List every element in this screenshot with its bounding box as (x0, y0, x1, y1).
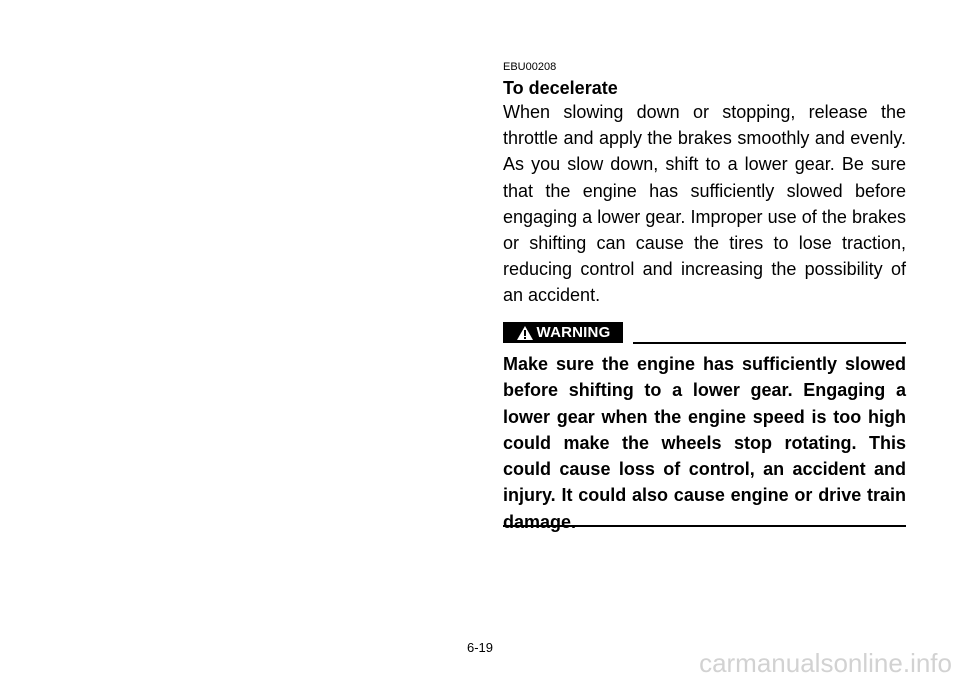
warning-bottom-rule (503, 525, 906, 527)
section-code: EBU00208 (503, 61, 557, 73)
watermark: carmanualsonline.info (699, 648, 952, 678)
warning-header (503, 322, 906, 346)
warning-triangle-icon (516, 325, 534, 341)
page-number: 6-19 (466, 640, 494, 655)
warning-badge (503, 322, 623, 343)
warning-label: WARNING (536, 324, 611, 341)
warning-text: Make sure the engine has sufficiently slowed before shifting to a lower gear. Engaging a lower gear when the engine speed is too high could make the wheels stop rotating. This could cause loss of control, an accident and injury. It could also cause engine or drive train damage. (503, 354, 906, 532)
section-body: When slowing down or stopping, release the throttle and apply the brakes smoothly and evenly. As you slow down, shift to a lower gear. Be sure that the engine has sufficiently slowed before engaging a lower gear. Improper use of the brakes or shifting can cause the tires to lose traction, reducing control and increasing the possibility of an accident. (503, 102, 906, 306)
section-heading: To decelerate (503, 78, 618, 98)
warning-header-rule (633, 342, 906, 344)
